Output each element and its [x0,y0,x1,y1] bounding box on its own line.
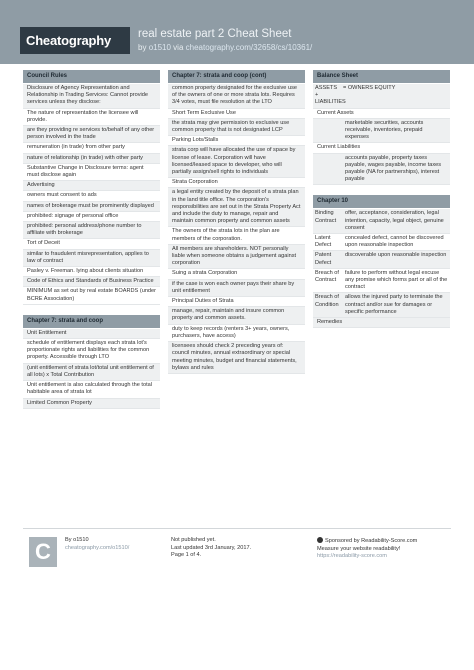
council-rule-row: Advertising [23,181,160,191]
council-rule-row: owners must consent to ads [23,191,160,201]
by-prefix: by [138,43,147,52]
term: Binding Contract [315,210,337,224]
strata-cont-row: strata corp will have allocated the use of space by license of lease. Corporation will have licensed/leased space to developer, who will partially assign/sell rights to individuals [168,146,305,178]
council-rules-rows [23,84,160,305]
council-rule-row: prohibited: signage of personal office [23,212,160,222]
equation-value: = OWNERS EQUITY [343,85,396,91]
council-rule-row: prohibited: personal address/phone number to affiliate with brokerage [23,222,160,239]
sponsor-text: Sponsored by Readability-Score.com [325,538,418,544]
section-title-strata-coop-cont: Chapter 7: strata and coop (cont) [168,70,305,83]
strata-row: Limited Common Property [23,399,160,409]
strata-cont-row: Parking Lots/Stalls [168,136,305,146]
council-rule-row: are they providing re services to/behalf of any other person involved in the trade [23,126,160,143]
column-1 [23,70,160,409]
footer-author [65,537,165,552]
section-title-strata-coop: Chapter 7: strata and coop [23,315,160,328]
strata-cont-row: Short Term Exclusive Use [168,109,305,119]
council-rule-row: Disclosure of Agency Representation and Relationship in Trading Services: Cannot provide services unless they disclose: [23,84,160,109]
current-assets-label: Current Assets [313,109,450,119]
equation-key: ASSETS + LIABILITIES [315,85,346,106]
sheet-title: real estate part 2 Cheat Sheet [138,28,292,40]
definition: offer, acceptance, consideration, legal intention, capacity, legal object, genuine consent [345,210,444,231]
term: Breach of Contract [315,269,339,284]
footer-status [171,537,311,560]
balance-equation-row [313,84,450,109]
strata-cont-row: The owners of the strata lots in the plan are members of the corporation. [168,227,305,244]
council-rule-row: nature of relationship (in trade) with other party [23,154,160,164]
council-rule-row: Tort of Deceit [23,239,160,249]
current-liabilities-label: Current Liabilities [313,143,450,153]
chapter-10-row [313,234,450,251]
sheet-url-link[interactable]: cheatography.com/32658/cs/10361/ [185,43,313,52]
chapter-10-row [313,293,450,318]
council-rule-row: Substantive Change in Disclosure terms: agent must disclose again [23,164,160,181]
column-3 [313,70,450,328]
strata-row: Unit Entitlement [23,329,160,339]
council-rule-row: similar to fraudulent misrepresentation, applies to law of contract [23,250,160,267]
definition: failure to perform without legal excuse any promise which forms part or all of the contract [345,269,448,291]
footer-page: Page 1 of 4. [171,552,202,559]
footer-author-link[interactable]: cheatography.com/o1510/ [65,544,130,551]
strata-cont-row: Principal Duties of Strata [168,297,305,307]
author-link[interactable]: o1510 [148,43,171,52]
chapter-10-row [313,209,450,234]
cheatography-logo[interactable]: Cheatography [20,27,130,54]
strata-cont-row: if the case is won each owner pays their share by unit entitlement [168,280,305,297]
strata-cont-row: Strata Corporation [168,178,305,188]
term: Patent Defect [315,252,332,266]
section-title-council-rules: Council Rules [23,70,160,83]
council-rule-row: The nature of representation the licensee will provide. [23,109,160,126]
section-title-balance-sheet: Balance Sheet [313,70,450,83]
strata-cont-row: the strata may give permission to exclusive use common property that is not designated LCP [168,119,305,136]
remedies-row: Remedies [313,318,450,328]
definition: discoverable upon reasonable inspection [345,252,447,259]
header-bar [0,0,474,64]
author-avatar[interactable]: C [29,537,57,567]
footer-updated: Last updated 3rd January, 2017. [171,544,252,551]
footer [23,528,451,576]
term: Breach of Condition [315,294,339,308]
strata-row: schedule of entitlement displays each strata lot's proportionate rights and liabilities for the common property. Accessible through LTO [23,339,160,364]
chapter-10-row [313,251,450,268]
strata-cont-row: common property designated for the exclusive use of the owners of one or more strata lots. Requires 3/4 votes, must file resolution at the LTO [168,84,305,109]
footer-sponsor [317,537,451,561]
byline [138,43,312,52]
strata-cont-row: a legal entity created by the deposit of a strata plan in the land title office. The corporation's responsibilities are set out in the Strata Property Act and include the duty to manage, repair and maintain common property and common assets [168,188,305,227]
footer-sponsor-tagline: Measure your website readability! [317,545,401,552]
strata-cont-row: Suing a strata Corporation [168,269,305,279]
council-rule-row: remuneration (in trade) from other party [23,143,160,153]
column-2 [168,70,305,374]
term: Latent Defect [315,235,332,249]
current-assets-value: marketable securities, accounts receivable, inventories, prepaid expenses [313,119,450,144]
current-liabilities-value: accounts payable, property taxes payable, wages payable, income taxes payable (NA for partnerships), interest payable [313,154,450,186]
footer-published: Not published yet. [171,537,216,543]
strata-cont-row: licensees should check 2 preceding years of: council minutes, annual extraordinary or special meeting minutes, budget and financial statements, bylaws and rules [168,342,305,374]
council-rule-row: names of brokerage must be prominently displayed [23,202,160,212]
strata-cont-row: All members are shareholders. NOT personally liable when someone obtains a judgement against corporation [168,245,305,270]
strata-row: Unit entitlement is also calculated through the total habitable area of strata lot [23,381,160,398]
via-text: via [173,43,184,52]
strata-cont-rows [168,84,305,374]
definition: allows the injured party to terminate the contract and/or sue for damages or specific performance [345,294,443,315]
footer-by: By o1510 [65,537,89,543]
footer-sponsor-link[interactable]: https://readability-score.com [317,553,387,560]
section-title-chapter-10: Chapter 10 [313,195,450,208]
readability-icon [317,537,323,543]
council-rule-row: MINIMUM as set out by real estate BOARDS (under BCRE Association) [23,287,160,304]
council-rule-row: Code of Ethics and Standards of Business Practice [23,277,160,287]
strata-cont-row: duty to keep records (renters 3+ years, owners, purchasers, have access) [168,325,305,342]
strata-rows [23,329,160,409]
chapter-10-row [313,269,450,294]
strata-row: (unit entitlement of strata lot/total unit entitlement of all lots) x Total Contribution [23,364,160,381]
chapter-10-rows [313,209,450,318]
strata-cont-row: manage, repair, maintain and insure common property and common assets. [168,307,305,324]
council-rule-row: Pasley v. Freeman. lying about clients situation [23,267,160,277]
definition: concealed defect, cannot be discovered upon reasonable inspection [345,235,444,249]
footer-sponsor-line [317,537,451,546]
